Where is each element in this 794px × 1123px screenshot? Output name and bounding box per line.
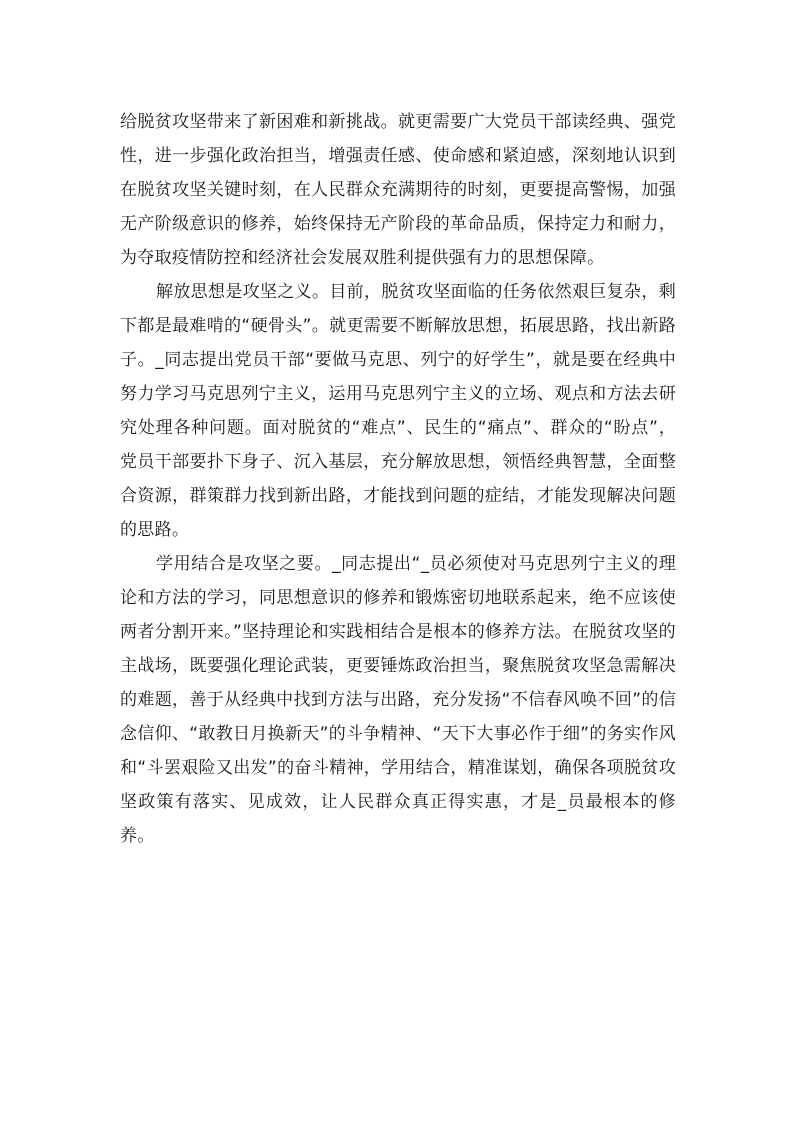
document-body — [120, 105, 676, 853]
paragraph-emancipate-mind: 解放思想是攻坚之义。目前，脱贫攻坚面临的任务依然艰巨复杂，剩下都是最难啃的“硬骨头”。就更需要不断解放思想，拓展思路，找出新路子。_同志提出党员干部“要做马克思、列宁的好学生”，就是要在经典中努力学习马克思列宁主义，运用马克思列宁主义的立场、观点和方法去研究处理各种问题。面对脱贫的“难点”、民生的“痛点”、群众的“盼点”，党员干部要扑下身子、沉入基层，充分解放思想，领悟经典智慧，全面整合资源，群策群力找到新出路，才能找到问题的症结，才能发现解决问题的思路。 — [120, 282, 676, 540]
paragraph-study-and-apply: 学用结合是攻坚之要。_同志提出“_员必须使对马克思列宁主义的理论和方法的学习，同思想意识的修养和锻炼密切地联系起来，绝不应该使两者分割开来。”坚持理论和实践相结合是根本的修养方法。在脱贫攻坚的主战场，既要强化理论武装，更要锤炼政治担当，聚焦脱贫攻坚急需解决的难题，善于从经典中找到方法与出路，充分发扬“不信春风唤不回”的信念信仰、“敢教日月换新天”的斗争精神、“天下大事必作于细”的务实作风和“斗罢艰险又出发”的奋斗精神，学用结合，精准谋划，确保各项脱贫攻坚政策有落实、见成效，让人民群众真正得实惠，才是_员最根本的修养。 — [120, 554, 676, 846]
paragraph-continuation: 给脱贫攻坚带来了新困难和新挑战。就更需要广大党员干部读经典、强党性，进一步强化政治担当，增强责任感、使命感和紧迫感，深刻地认识到在脱贫攻坚关键时刻，在人民群众充满期待的时刻，更要提高警惕，加强无产阶级意识的修养，始终保持无产阶段的革命品质，保持定力和耐力，为夺取疫情防控和经济社会发展双胜利提供强有力的思想保障。 — [120, 112, 676, 268]
